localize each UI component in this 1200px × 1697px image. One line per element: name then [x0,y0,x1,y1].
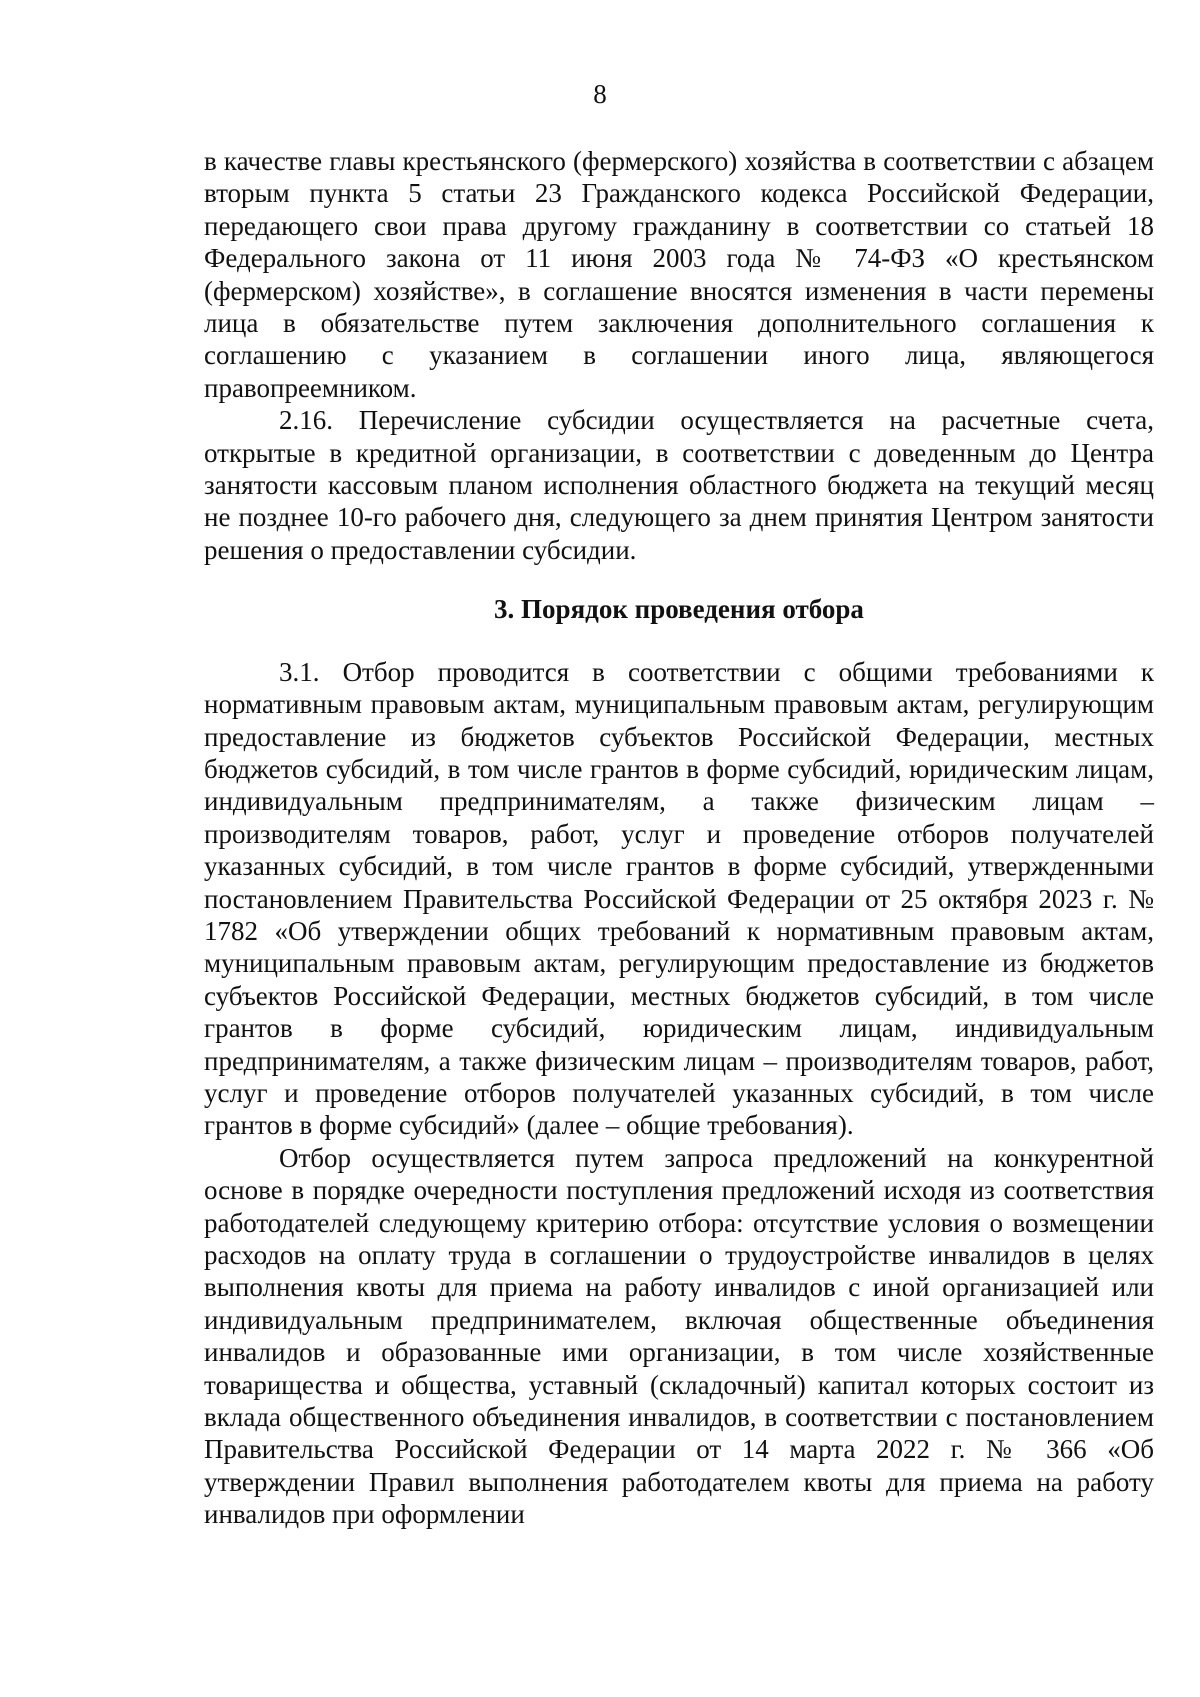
paragraph-3-1: 3.1. Отбор проводится в соответствии с общими требованиями к нормативным правовым актам, муниципальным правовым актам, регулирующим предоставление из бюджетов субъектов Российской Федерации, местных бюджетов субсидий, в том числе грантов в форме субсидий, юридическим лицам, индивидуальным предпринимателям, а также физическим лицам – производителям товаров, работ, услуг и проведение отборов получателей указанных субсидий, в том числе грантов в форме субсидий, утвержденными постановлением Правительства Российской Федерации от 25 октября 2023 г. № 1782 «Об утверждении общих требований к нормативным правовым актам, муниципальным правовым актам, регулирующим предоставление из бюджетов субъектов Российской Федерации, местных бюджетов субсидий, в том числе грантов в форме субсидий, юридическим лицам, индивидуальным предпринимателям, а также физическим лицам – производителям товаров, работ, услуг и проведение отборов получателей указанных субсидий, в том числе грантов в форме субсидий» (далее – общие требования). [204,656,1154,1141]
page-number: 8 [593,79,607,109]
document-body [204,145,1154,1531]
paragraph-continuation: в качестве главы крестьянского (фермерского) хозяйства в соответствии с абзацем вторым пункта 5 статьи 23 Гражданского кодекса Российской Федерации, передающего свои права другому гражданину в соответствии со статьей 18 Федерального закона от 11 июня 2003 года № 74-ФЗ «О крестьянском (фермерском) хозяйстве», в соглашение вносятся изменения в части перемены лица в обязательстве путем заключения дополнительного соглашения к соглашению с указанием в соглашении иного лица, являющегося правопреемником. [204,146,1154,403]
paragraph-2-16: 2.16. Перечисление субсидии осуществляется на расчетные счета, открытые в кредитной организации, в соответствии с доведенным до Центра занятости кассовым планом исполнения областного бюджета на текущий месяц не позднее 10-го рабочего дня, следующего за днем принятия Центром занятости решения о предоставлении субсидии. [204,405,1154,565]
paragraph-selection-criteria: Отбор осуществляется путем запроса предложений на конкурентной основе в порядке очередности поступления предложений исходя из соответствия работодателей следующему критерию отбора: отсутствие условия о возмещении расходов на оплату труда в соглашении о трудоустройстве инвалидов в целях выполнения квоты для приема на работу инвалидов с иной организацией или индивидуальным предпринимателем, включая общественные объединения инвалидов и образованные ими организации, в том числе хозяйственные товарищества и общества, уставный (складочный) капитал которых состоит из вклада общественного объединения инвалидов, в соответствии с постановлением Правительства Российской Федерации от 14 марта 2022 г. № 366 «Об утверждении Правил выполнения работодателем квоты для приема на работу инвалидов при оформлении [204,1142,1154,1530]
section-heading: 3. Порядок проведения отбора [494,594,864,625]
